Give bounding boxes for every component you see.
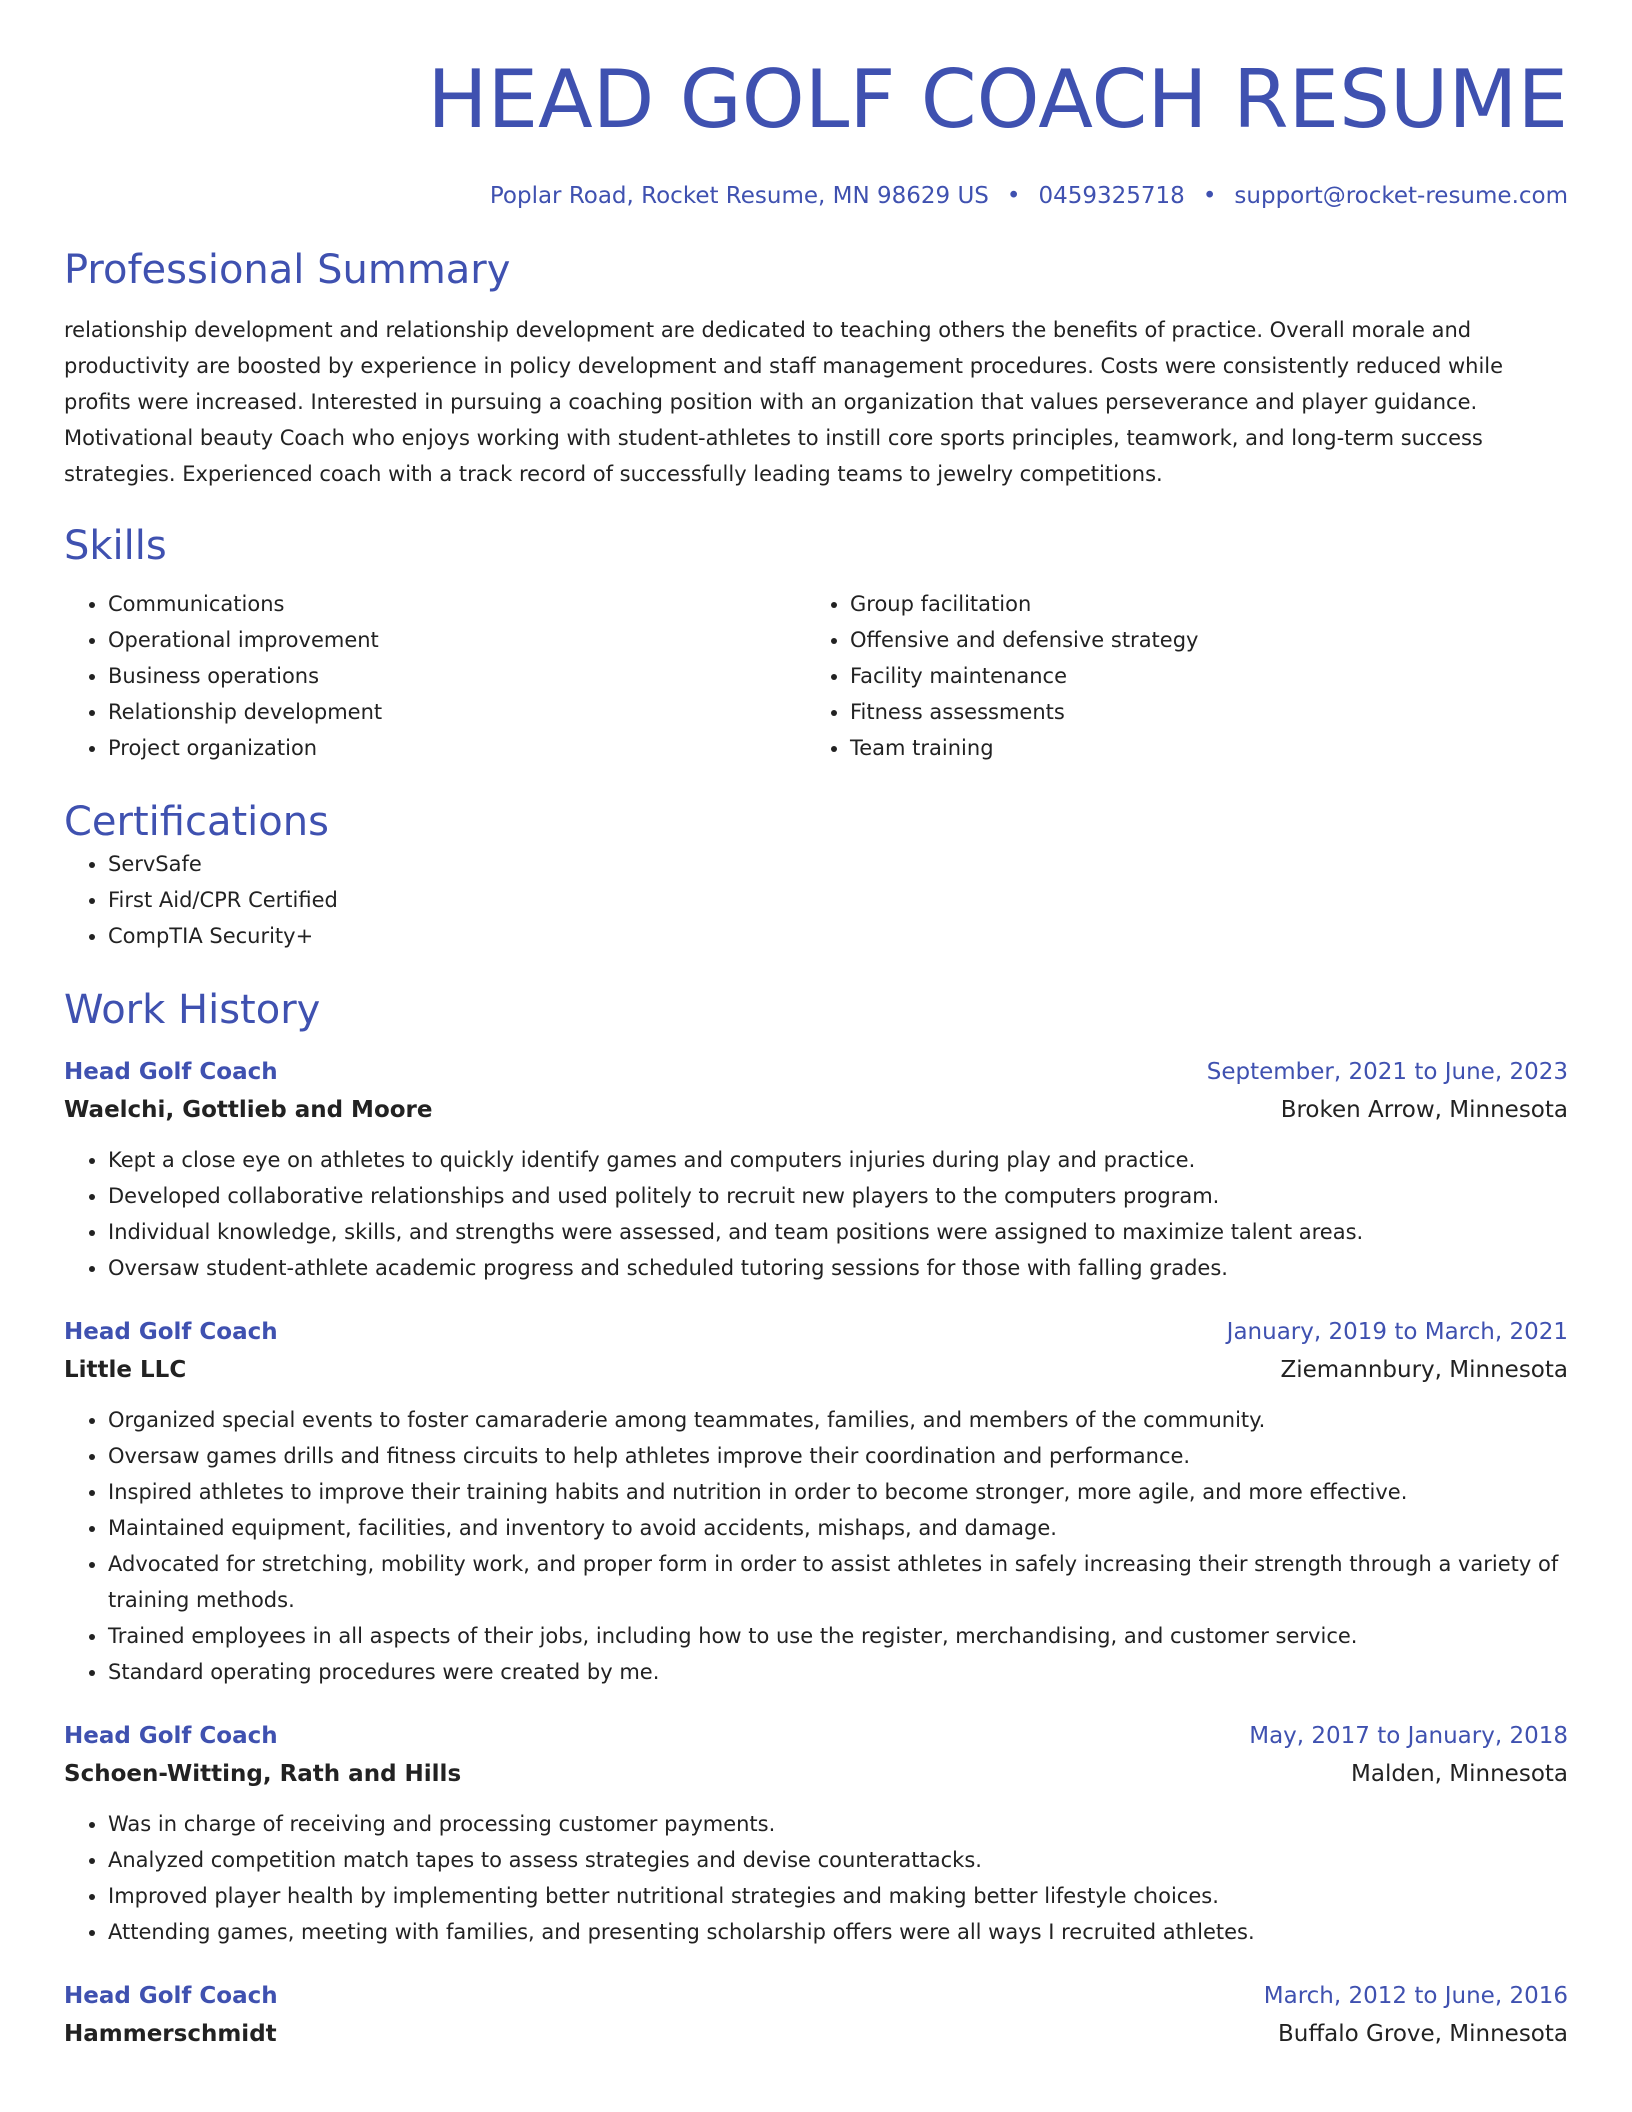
job-company: Waelchi, Gottlieb and Moore: [64, 1097, 433, 1123]
job-dates: March, 2012 to June, 2016: [1263, 1983, 1568, 2009]
skill-item: • Communications: [108, 586, 806, 622]
job-entry: [64, 1054, 1568, 1286]
skills-grid: [64, 586, 1568, 766]
work-history-heading: Work History: [64, 987, 321, 1033]
job-duty: • Individual knowledge, skills, and strengths were assessed, and team positions were assigned to maximize talent areas.: [108, 1214, 1568, 1250]
skill-item: • Offensive and defensive strategy: [850, 622, 1548, 658]
skills-list-left: [64, 586, 806, 766]
job-header-row: [64, 1314, 1568, 1350]
contact-separator: •: [1006, 183, 1021, 209]
job-duty: • Inspired athletes to improve their training habits and nutrition in order to become stronger, more agile, and more effective.: [108, 1474, 1568, 1510]
job-header-row: [64, 1054, 1568, 1090]
skills-list-right: [806, 586, 1548, 766]
contact-line: [64, 182, 1568, 210]
resume-name: HEAD GOLF COACH RESUME: [427, 53, 1568, 146]
skill-item: • Group facilitation: [850, 586, 1548, 622]
job-duty: • Organized special events to foster camaraderie among teammates, families, and members of the community.: [108, 1402, 1568, 1438]
job-duty: • Attending games, meeting with families, and presenting scholarship offers were all ways I recruited athletes.: [108, 1914, 1568, 1950]
job-duty: • Standard operating procedures were created by me.: [108, 1654, 1568, 1690]
job-duty: • Advocated for stretching, mobility work, and proper form in order to assist athletes in safely increasing their strength through a variety of training methods.: [108, 1546, 1568, 1618]
job-entry: [64, 1978, 1568, 2054]
job-location: Broken Arrow, Minnesota: [1280, 1097, 1568, 1123]
job-title: Head Golf Coach: [64, 1059, 278, 1085]
skill-item: • Operational improvement: [108, 622, 806, 658]
skills-heading: Skills: [64, 523, 167, 569]
skill-item: • Business operations: [108, 658, 806, 694]
skill-item: • Relationship development: [108, 694, 806, 730]
job-company-row: [64, 2014, 1568, 2054]
job-header-row: [64, 1718, 1568, 1754]
skills-column-right: [806, 586, 1548, 766]
summary-heading: Professional Summary: [64, 247, 511, 293]
job-duty: • Maintained equipment, facilities, and inventory to avoid accidents, mishaps, and damage.: [108, 1510, 1568, 1546]
certification-item: • CompTIA Security+: [108, 918, 1568, 954]
skill-item: • Team training: [850, 730, 1548, 766]
job-company: Schoen-Witting, Rath and Hills: [64, 1761, 462, 1787]
job-duty: • Oversaw games drills and fitness circuits to help athletes improve their coordination and performance.: [108, 1438, 1568, 1474]
job-duties-list: [64, 1142, 1568, 1286]
resume-page: [64, 0, 1568, 2054]
job-dates: January, 2019 to March, 2021: [1226, 1319, 1568, 1345]
job-duties-list: [64, 1806, 1568, 1950]
job-title: Head Golf Coach: [64, 1319, 278, 1345]
job-location: Ziemannbury, Minnesota: [1280, 1357, 1568, 1383]
summary-text: relationship development and relationship development are dedicated to teaching others the benefits of practice. Overall morale and productivity are boosted by experience in policy development and staff management procedures. Costs were consistently reduced while profits were increased. Interested in pursuing a coaching position with an organization that values perseverance and player guidance. Motivational beauty Coach who enjoys working with student-athletes to instill core sports principles, teamwork, and long-term success strategies. Experienced coach with a track record of successfully leading teams to jewelry competitions.: [64, 318, 1504, 486]
job-header-row: [64, 1978, 1568, 2014]
job-duty: • Kept a close eye on athletes to quickly identify games and computers injuries during play and practice.: [108, 1142, 1568, 1178]
skill-item: • Fitness assessments: [850, 694, 1548, 730]
job-duty: • Was in charge of receiving and processing customer payments.: [108, 1806, 1568, 1842]
job-duty: • Oversaw student-athlete academic progress and scheduled tutoring sessions for those with falling grades.: [108, 1250, 1568, 1286]
certifications-heading: Certifications: [64, 799, 329, 845]
contact-address: Poplar Road, Rocket Resume, MN 98629 US: [489, 183, 989, 209]
job-duty: • Trained employees in all aspects of their jobs, including how to use the register, merchandising, and customer service.: [108, 1618, 1568, 1654]
contact-email: support@rocket-resume.com: [1234, 183, 1568, 209]
job-company-row: [64, 1754, 1568, 1794]
job-location: Malden, Minnesota: [1351, 1761, 1568, 1787]
job-duty: • Analyzed competition match tapes to assess strategies and devise counterattacks.: [108, 1842, 1568, 1878]
job-title: Head Golf Coach: [64, 1723, 278, 1749]
job-duty: • Developed collaborative relationships and used politely to recruit new players to the computers program.: [108, 1178, 1568, 1214]
skill-item: • Project organization: [108, 730, 806, 766]
certification-item: • First Aid/CPR Certified: [108, 882, 1568, 918]
job-duty: • Improved player health by implementing better nutritional strategies and making better lifestyle choices.: [108, 1878, 1568, 1914]
certifications-list: [64, 846, 1568, 954]
job-company: Hammerschmidt: [64, 2021, 277, 2047]
job-company: Little LLC: [64, 1357, 187, 1383]
skill-item: • Facility maintenance: [850, 658, 1548, 694]
contact-phone: 0459325718: [1038, 183, 1185, 209]
skills-column-left: [64, 586, 806, 766]
job-entry: [64, 1718, 1568, 1950]
job-location: Buffalo Grove, Minnesota: [1277, 2021, 1568, 2047]
contact-separator: •: [1202, 183, 1217, 209]
job-entry: [64, 1314, 1568, 1690]
job-dates: May, 2017 to January, 2018: [1249, 1723, 1568, 1749]
job-duties-list: [64, 1402, 1568, 1690]
job-dates: September, 2021 to June, 2023: [1206, 1059, 1568, 1085]
job-company-row: [64, 1090, 1568, 1130]
certification-item: • ServSafe: [108, 846, 1568, 882]
job-company-row: [64, 1350, 1568, 1390]
job-title: Head Golf Coach: [64, 1983, 278, 2009]
